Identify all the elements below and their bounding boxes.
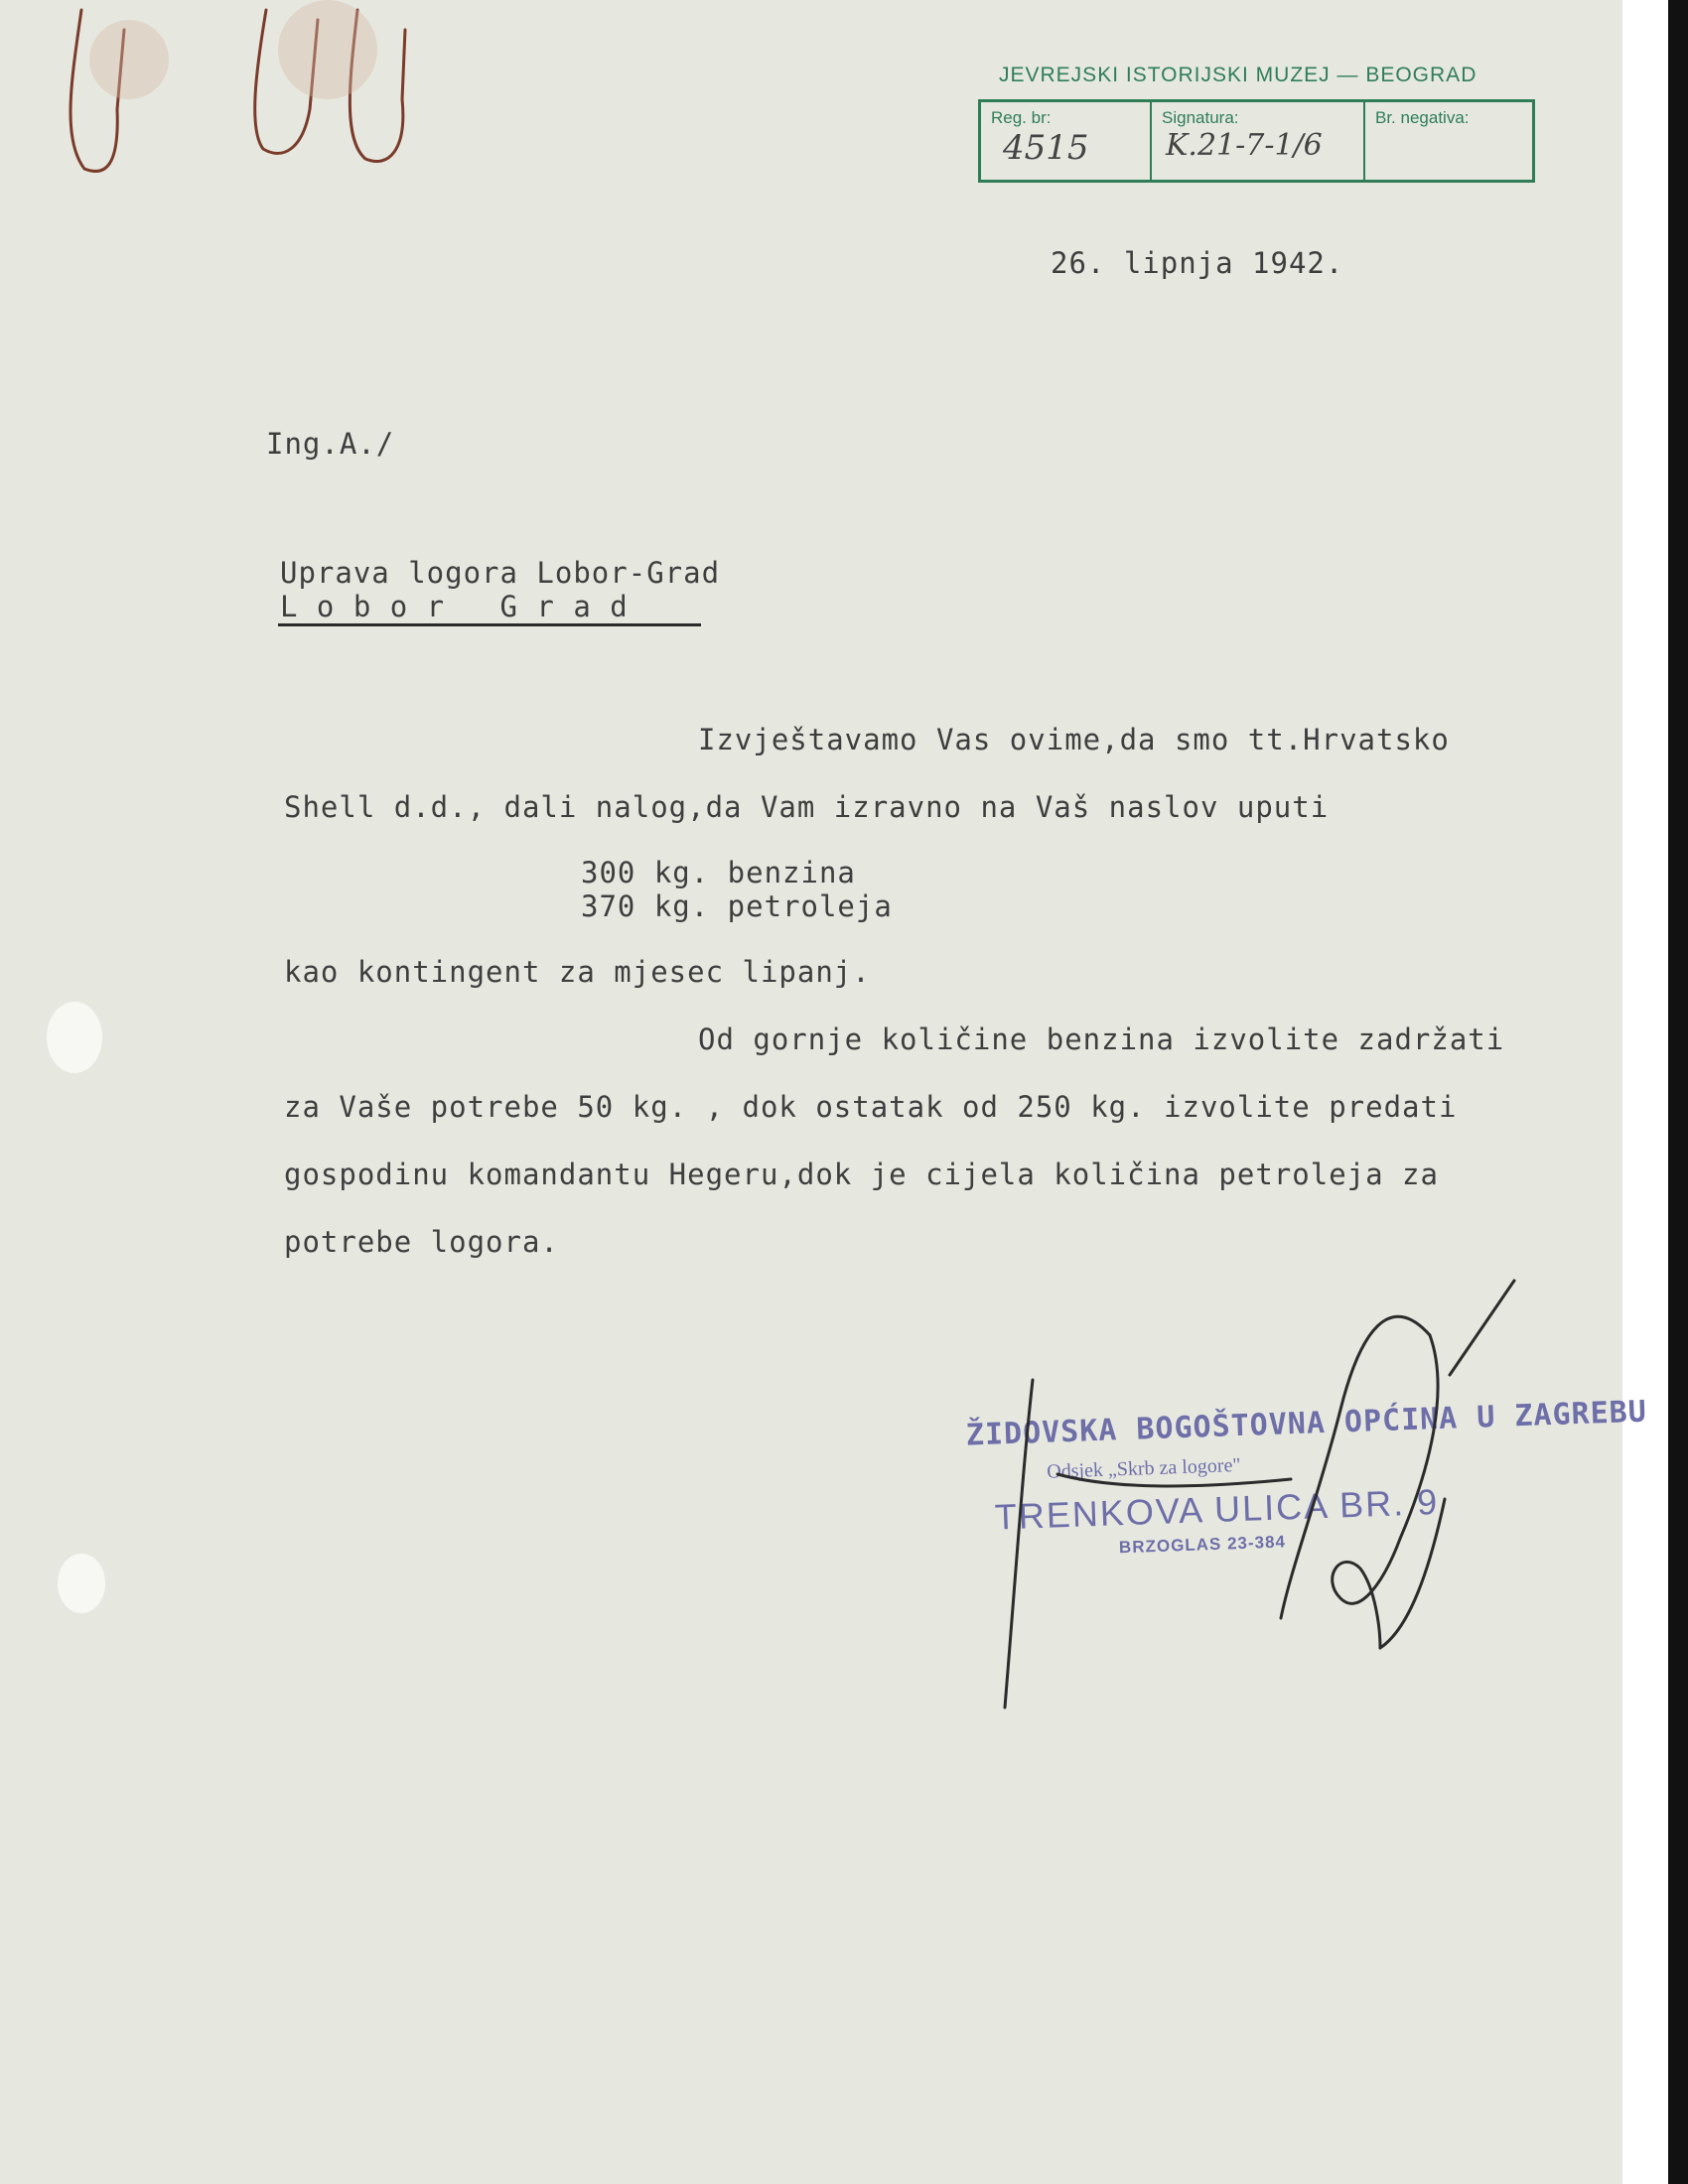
quantity-benzin: 300 kg. benzina	[581, 856, 856, 889]
letter-date: 26. lipnja 1942.	[1051, 246, 1344, 280]
reg-number-label: Reg. br:	[991, 108, 1052, 127]
reg-number-value: 4515	[1003, 128, 1089, 168]
seal-line-1: ŽIDOVSKA BOGOŠTOVNA OPĆINA U ZAGREBU	[965, 1394, 1648, 1453]
recipient-place: L o b o r G r a d	[280, 590, 629, 623]
museum-stamp-title: JEVREJSKI ISTORIJSKI MUZEJ — BEOGRAD	[999, 64, 1477, 86]
signatura-value: K.21-7-1/6	[1166, 128, 1323, 163]
body-line-1: Izvještavamo Vas ovime,da smo tt.Hrvatsko	[698, 723, 1450, 756]
quantity-petrolej: 370 kg. petroleja	[581, 889, 893, 923]
seal-line-4: BRZOGLAS 23-384	[1118, 1532, 1287, 1558]
recipient-name: Uprava logora Lobor-Grad	[280, 556, 721, 590]
negativ-label: Br. negativa:	[1375, 108, 1470, 127]
body-line-7: za Vaše potrebe 50 kg. , dok ostatak od 250 kg. izvolite predati	[284, 1090, 1458, 1124]
signatura-label: Signatura:	[1162, 108, 1239, 127]
body-line-2: Shell d.d., dali nalog,da Vam izravno na Vaš naslov uputi	[284, 790, 1330, 824]
seal-line-2: Odsjek „Skrb za logore"	[1046, 1453, 1241, 1483]
body-line-6: Od gornje količine benzina izvolite zadržati	[698, 1023, 1505, 1056]
body-line-8: gospodinu komandantu Hegeru,dok je cijela količina petroleja za	[284, 1158, 1439, 1191]
body-line-5: kao kontingent za mjesec lipanj.	[284, 955, 871, 989]
reference-mark: Ing.A./	[266, 427, 395, 461]
body-line-9: potrebe logora.	[284, 1225, 559, 1259]
seal-line-3: TRENKOVA ULICA BR. 9	[994, 1481, 1440, 1538]
